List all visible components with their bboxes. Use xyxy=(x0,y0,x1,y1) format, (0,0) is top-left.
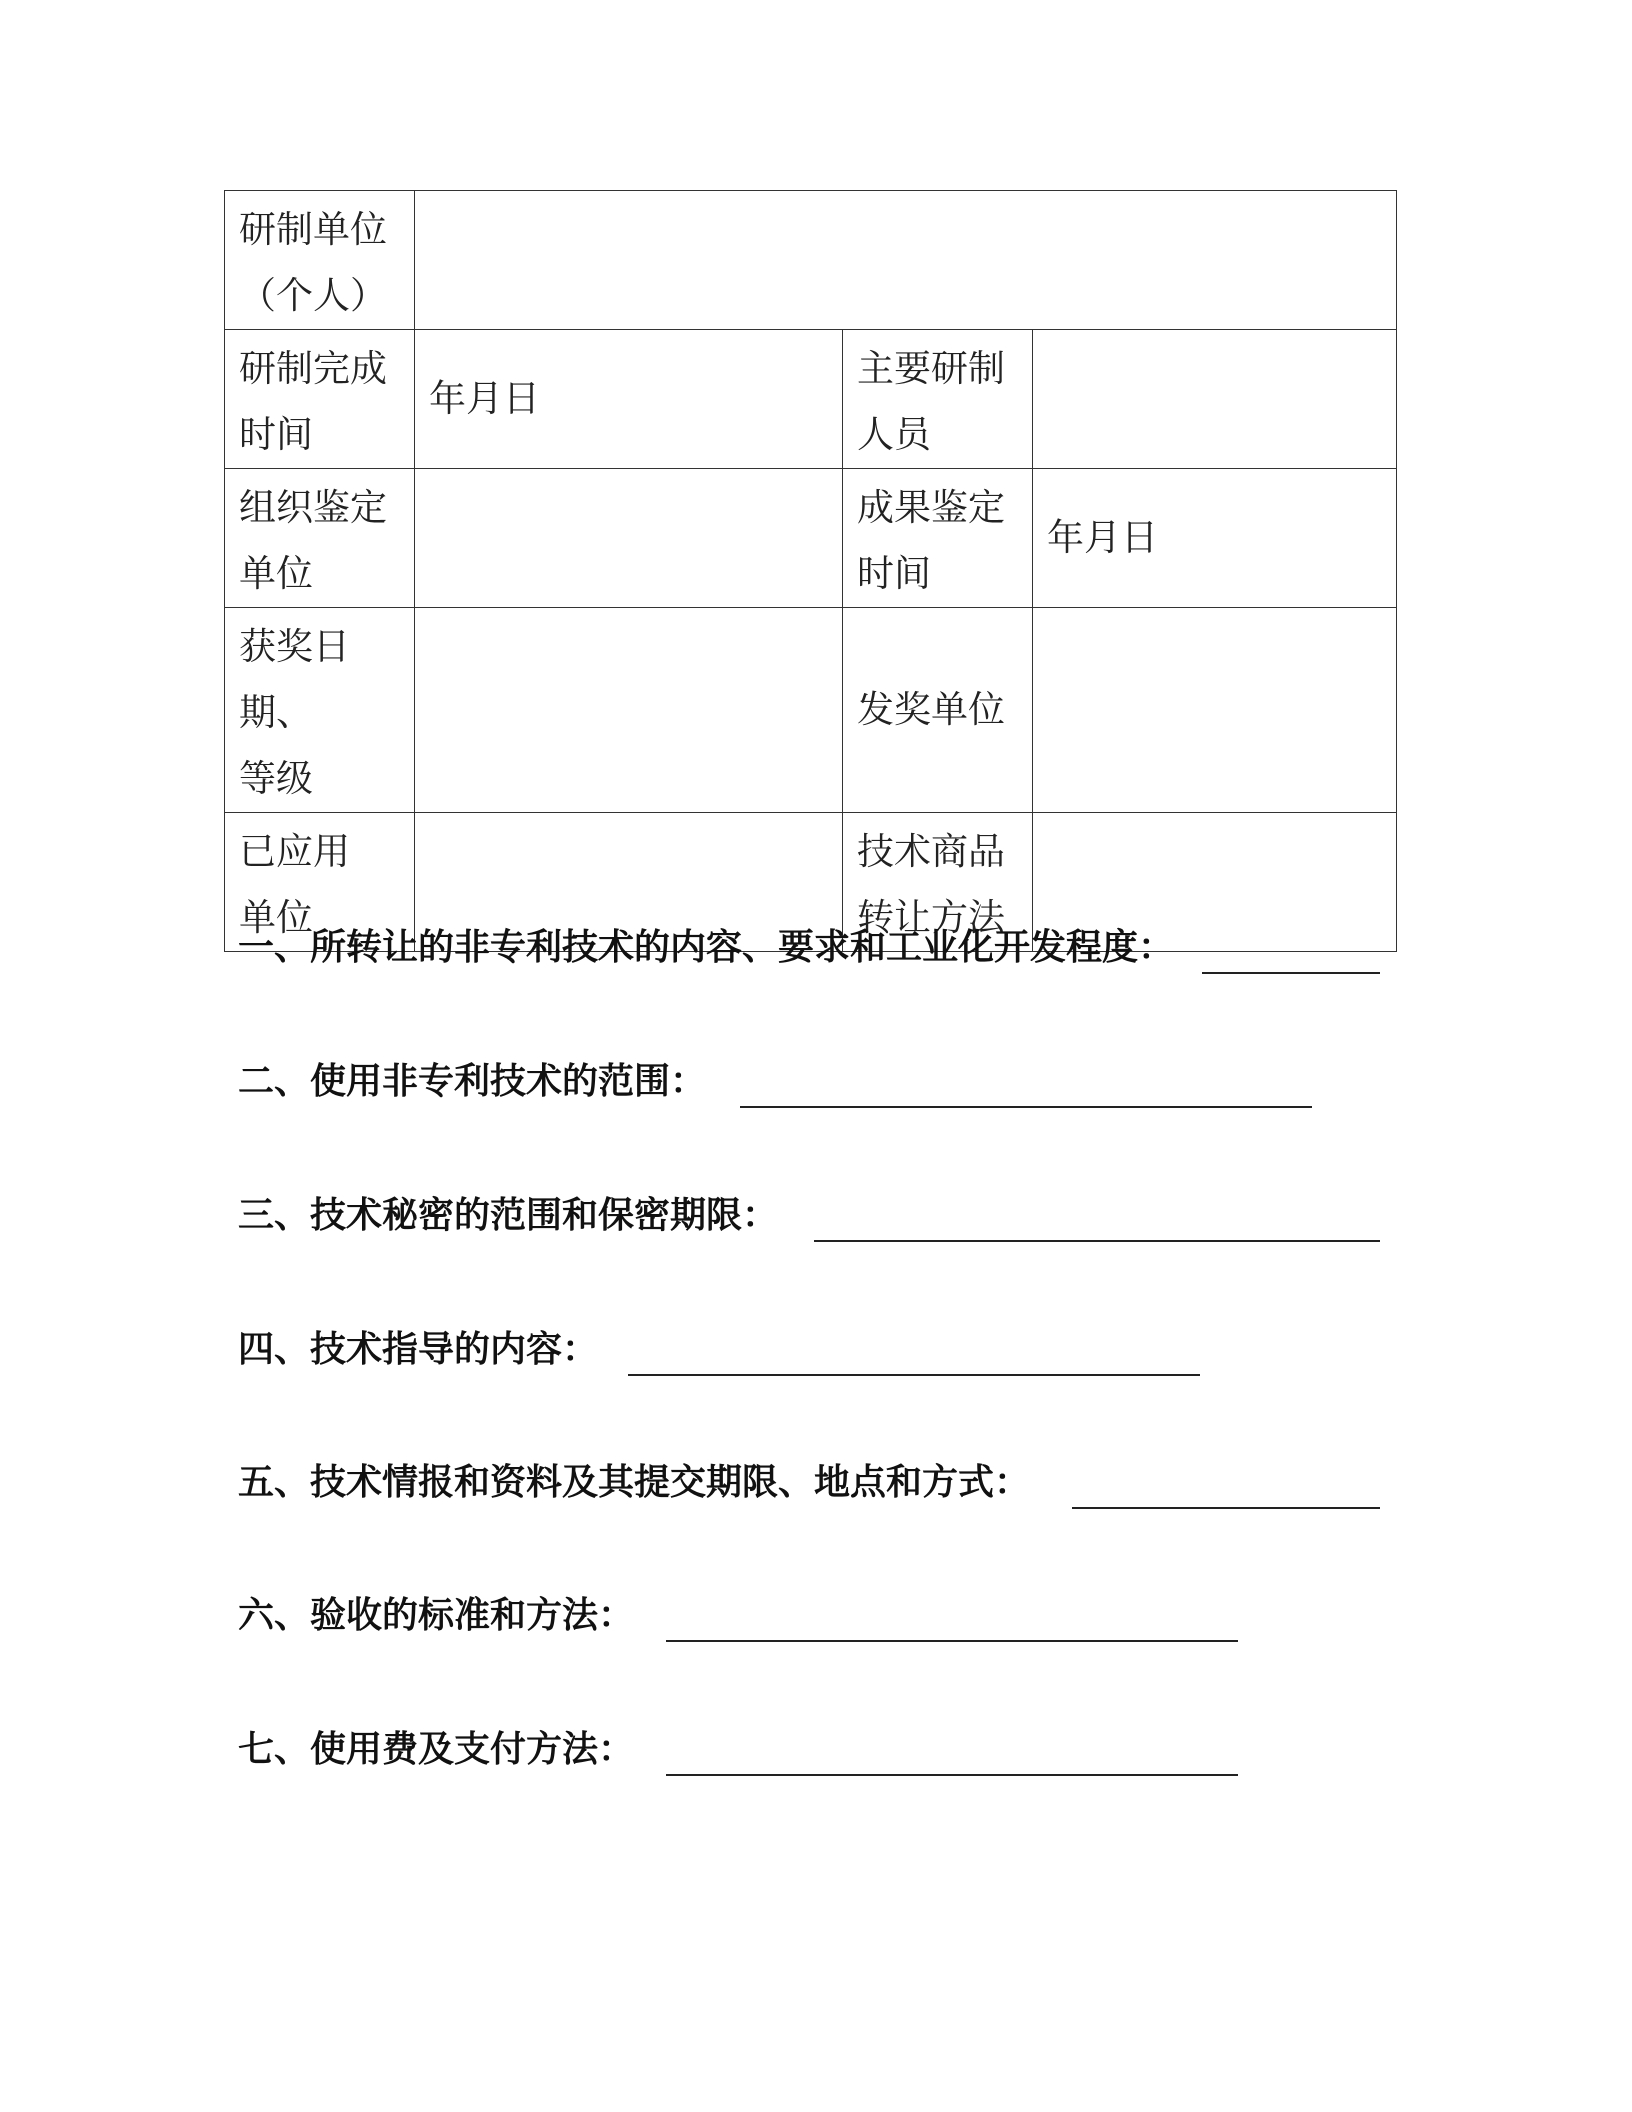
label-appraisal-org: 组织鉴定 单位 xyxy=(225,469,415,608)
section-5-heading: 五、技术情报和资料及其提交期限、地点和方式： xyxy=(238,1462,1031,1503)
section-5-blank[interactable] xyxy=(1072,1507,1380,1509)
section-6-blank[interactable] xyxy=(666,1640,1238,1642)
section-1-heading: 一、所转让的非专利技术的内容、要求和工业化开发程度： xyxy=(238,927,1175,968)
section-1-blank[interactable] xyxy=(1202,972,1380,974)
label-transfer-method: 技术商品 转让方法 xyxy=(843,813,1033,952)
section-4-blank[interactable] xyxy=(628,1374,1200,1376)
label-completion-time: 研制完成 时间 xyxy=(225,330,415,469)
field-developer[interactable] xyxy=(415,191,1397,330)
section-2-heading: 二、使用非专利技术的范围： xyxy=(238,1061,707,1102)
field-award-date-level[interactable] xyxy=(415,608,843,813)
section-7-blank[interactable] xyxy=(666,1774,1238,1776)
info-table xyxy=(224,190,1397,952)
section-7-heading: 七、使用费及支付方法： xyxy=(238,1729,635,1770)
label-award-date-level: 获奖日 期、 等级 xyxy=(225,608,415,813)
field-appraisal-org[interactable] xyxy=(415,469,843,608)
field-appraisal-time[interactable]: 年月日 xyxy=(1033,469,1397,608)
field-award-issuer[interactable] xyxy=(1033,608,1397,813)
label-applied-units: 已应用 单位 xyxy=(225,813,415,952)
section-4-heading: 四、技术指导的内容： xyxy=(238,1329,599,1370)
field-completion-time[interactable]: 年月日 xyxy=(415,330,843,469)
label-developer: 研制单位 （个人） xyxy=(225,191,415,330)
label-appraisal-time: 成果鉴定 时间 xyxy=(843,469,1033,608)
section-3-blank[interactable] xyxy=(814,1240,1380,1242)
section-6-heading: 六、验收的标准和方法： xyxy=(238,1595,635,1636)
label-award-issuer: 发奖单位 xyxy=(843,608,1033,813)
field-main-developers[interactable] xyxy=(1033,330,1397,469)
section-3-heading: 三、技术秘密的范围和保密期限： xyxy=(238,1195,779,1236)
section-2-blank[interactable] xyxy=(740,1106,1312,1108)
label-main-developers: 主要研制 人员 xyxy=(843,330,1033,469)
